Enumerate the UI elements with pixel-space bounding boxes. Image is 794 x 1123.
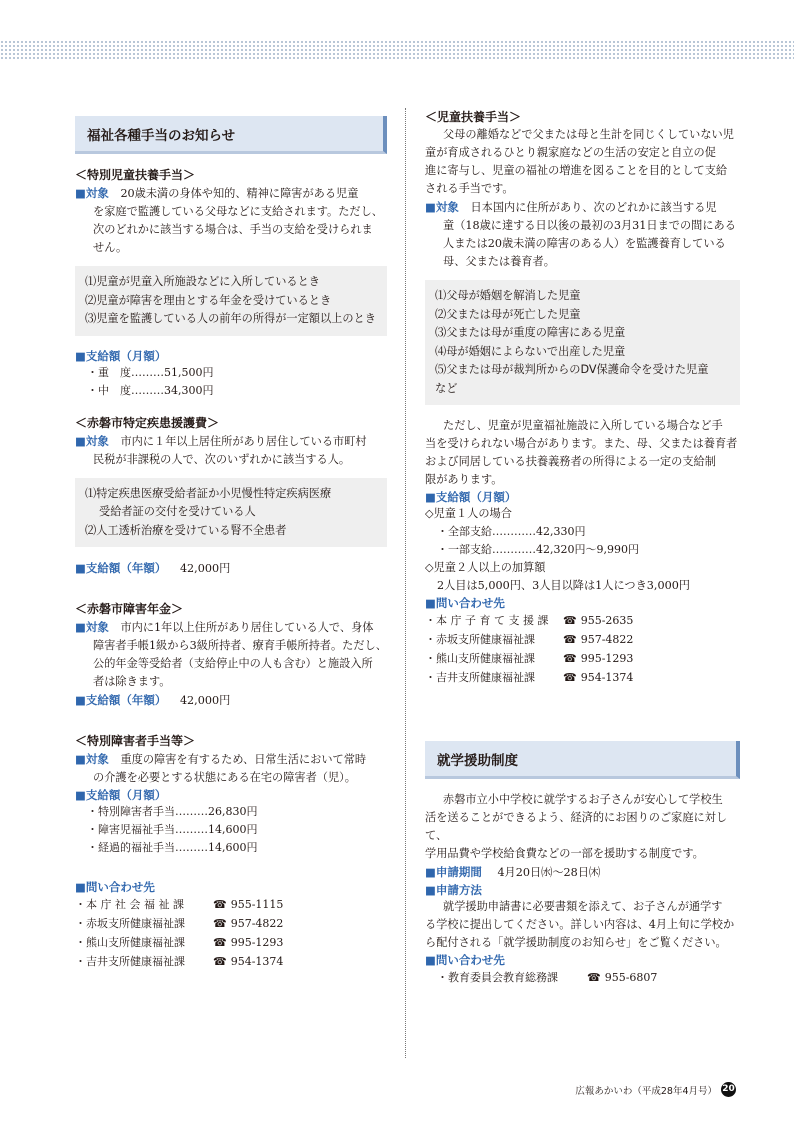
phone-icon: ☎ 995-1293	[213, 933, 283, 952]
condition-item: ⑴父母が婚姻を解消した児童	[435, 289, 581, 302]
header-dot-band	[0, 40, 794, 60]
amount-tag: ■ 支給額（月額）	[75, 348, 387, 364]
condition-item: ⑵児童が障害を理由とする年金を受けているとき	[85, 293, 332, 307]
phone-icon: ☎ 955-2635	[563, 611, 633, 630]
phone-icon: ☎ 957-4822	[563, 630, 633, 649]
contact-tag: ■ 問い合わせ先	[75, 879, 387, 895]
amount-item: ・ 障害児福祉手当………14,600円	[75, 821, 387, 839]
target-line: 市内に１年以上居住所があり居住している市町村	[120, 434, 367, 448]
target-line: 20歳未満の身体や知的、精神に障害がある児童	[120, 187, 359, 200]
heading-child-rearing-allowance: ＜児童扶養手当＞	[425, 110, 522, 124]
amount-line	[75, 691, 387, 710]
amount-item: ・ 一部支給…………42,320円～9,990円	[425, 541, 740, 559]
target-line: 人または20歳未満の障害のある人）を監護養育している	[443, 237, 726, 250]
contact-row: ・吉井支所健康福祉課 ☎ 954-1374	[425, 668, 740, 687]
condition-box	[425, 280, 740, 405]
method-paragraph: 就学援助申請書に必要書類を添えて、お子さんが通学す る学校に提出してください。詳しい内容は、4月上旬に学校か ら配付される「就学援助制度のお知らせ」をご覧ください。	[425, 900, 735, 949]
condition-item: ⑶父または母が重度の障害にある児童	[435, 326, 626, 339]
target-line: 民税が非課税の人で、次のいずれかに該当する人。	[93, 452, 351, 466]
phone-icon: ☎ 955-6807	[587, 968, 657, 987]
amount-value: 42,000円	[179, 562, 231, 575]
target-line: を家庭で監護している父母などに支給されます。ただし、	[93, 205, 383, 218]
amount-item: ・ 重 度………51,500円	[75, 364, 387, 382]
amount-tag: ■ 支給額（月額）	[425, 489, 740, 505]
contact-row: ・赤坂支所健康福祉課 ☎ 957-4822	[425, 630, 740, 649]
amount-item: ・ 全部支給…………42,330円	[425, 523, 740, 541]
phone-icon: ☎ 954-1374	[563, 668, 633, 687]
condition-box	[75, 266, 387, 336]
contact-tag: ■ 問い合わせ先	[425, 595, 740, 611]
intro-paragraph: 赤磐市立小中学校に就学するお子さんが安心して学校生 活を送ることができるよう、経済的にお困りのご家庭に対して、 学用品費や学校給食費などの一部を援助する制度です。	[425, 793, 728, 860]
heading-specific-disease: ＜赤磐市特定疾患援護費＞	[75, 415, 220, 430]
target-block	[425, 198, 740, 271]
condition-item-cont: 受給者証の交付を受けている人	[99, 505, 256, 518]
condition-item: ⑴特定疾患医療受給者証か小児慢性特定疾病医療	[85, 486, 332, 500]
intro-paragraph: 父母の離婚などで父または母と生計を同じくしていない児 童が育成されるひとり親家庭などの生活の安定と自立の促 進に寄与し、児童の福祉の増進を図ることを目的として支給 される手当です。	[425, 128, 734, 195]
period-line	[425, 863, 740, 882]
amount-tag: ■ 支給額（月額）	[75, 787, 387, 803]
phone-icon: ☎ 995-1293	[563, 649, 633, 668]
section-header-welfare: 福祉各種手当のお知らせ	[75, 116, 387, 154]
case-label: ◇児童１人の場合	[425, 507, 512, 520]
contact-row: ・熊山支所健康福祉課 ☎ 995-1293	[75, 933, 387, 952]
target-line: 障害者手帳1級から3級所持者、療育手帳所持者。ただし、	[93, 639, 387, 652]
contact-tag: ■ 問い合わせ先	[425, 952, 740, 968]
period-value: 4月20日㈬～28日㈭	[497, 866, 601, 879]
condition-item: ⑵父または母が死亡した児童	[435, 307, 581, 321]
amount-line	[75, 559, 387, 578]
target-line: せん。	[93, 241, 128, 254]
contact-row: ・熊山支所健康福祉課 ☎ 995-1293	[425, 649, 740, 668]
target-line: 公的年金等受給者（支給停止中の人も含む）と施設入所	[93, 657, 373, 670]
left-column	[75, 116, 387, 971]
target-block	[75, 184, 387, 257]
target-line: 次のどれかに該当する場合は、手当の支給を受けられま	[93, 223, 373, 236]
section-header-school-aid: 就学援助制度	[425, 741, 740, 779]
footer-publication: 広報あかいわ（平成28年4月号）	[575, 1085, 717, 1097]
contact-row: ・教育委員会教育総務課 ☎ 955-6807	[425, 968, 740, 987]
target-line: 市内に1年以上住所があり居住している人で、身体	[120, 621, 374, 634]
phone-icon: ☎ 954-1374	[213, 952, 283, 971]
note-paragraph: ただし、児童が児童福祉施設に入所している場合など手 当を受けられない場合があります。また、母、父または養育者 および同居している扶養義務者の所得による一定の支給制 限があります。	[425, 419, 738, 486]
page-footer	[575, 1082, 736, 1097]
amount-tag: ■ 支給額（年額）	[75, 693, 166, 707]
contact-row: ・赤坂支所健康福祉課 ☎ 957-4822	[75, 914, 387, 933]
target-block	[75, 750, 387, 787]
target-line: 者は除きます。	[93, 675, 171, 688]
target-tag: ■ 対象	[425, 200, 459, 214]
phone-icon: ☎ 955-1115	[213, 895, 283, 914]
amount-item: ・ 中 度………34,300円	[75, 382, 387, 400]
page-number: 20	[721, 1082, 736, 1097]
contact-row: ・本 庁 子 育 て 支 援 課 ☎ 955-2635	[425, 611, 740, 630]
condition-item: ⑴児童が児童入所施設などに入所しているとき	[85, 275, 320, 288]
method-tag: ■ 申請方法	[425, 882, 740, 898]
case-label: ◇児童２人以上の加算額	[425, 561, 546, 574]
target-line: 重度の障害を有するため、日常生活において常時	[120, 753, 367, 766]
condition-item: ⑵人工透析治療を受けている腎不全患者	[85, 523, 287, 537]
target-line: の介護を必要とする状態にある在宅の障害者（児）。	[93, 771, 356, 784]
amount-tag: ■ 支給額（年額）	[75, 561, 166, 575]
condition-item: ⑸父または母が裁判所からのDV保護命令を受けた児童 など	[435, 363, 720, 395]
target-block	[75, 432, 387, 469]
amount-item: ・ 経過的福祉手当………14,600円	[75, 839, 387, 857]
amount-item: ・ 特別障害者手当………26,830円	[75, 803, 387, 821]
condition-box	[75, 478, 387, 548]
column-divider	[405, 108, 406, 1058]
condition-item: ⑶児童を監護している人の前年の所得が一定額以上のとき	[85, 312, 376, 325]
target-line: 母、父または養育者。	[443, 255, 555, 268]
target-line: 日本国内に住所があり、次のどれかに該当する児	[470, 201, 717, 214]
period-tag: ■ 申請期間	[425, 865, 482, 879]
heading-special-child-allowance: ＜特別児童扶養手当＞	[75, 168, 196, 182]
case-text: 2人目は5,000円、3人目以降は1人につき3,000円	[437, 579, 690, 592]
heading-special-disability-allowance: ＜特別障害者手当等＞	[75, 734, 196, 748]
target-block	[75, 618, 387, 691]
contact-row: ・吉井支所健康福祉課 ☎ 954-1374	[75, 952, 387, 971]
right-column	[425, 108, 740, 987]
heading-disability-pension: ＜赤磐市障害年金＞	[75, 602, 184, 616]
target-tag: ■ 対象	[75, 620, 109, 634]
condition-item: ⑷母が婚姻によらないで出産した児童	[435, 344, 626, 358]
target-tag: ■ 対象	[75, 752, 109, 766]
amount-value: 42,000円	[179, 694, 231, 707]
target-tag: ■ 対象	[75, 186, 109, 200]
contact-row: ・本 庁 社 会 福 祉 課 ☎ 955-1115	[75, 895, 387, 914]
target-line: 童（18歳に達する日以後の最初の3月31日までの間にある	[443, 219, 736, 232]
phone-icon: ☎ 957-4822	[213, 914, 283, 933]
target-tag: ■ 対象	[75, 434, 109, 448]
